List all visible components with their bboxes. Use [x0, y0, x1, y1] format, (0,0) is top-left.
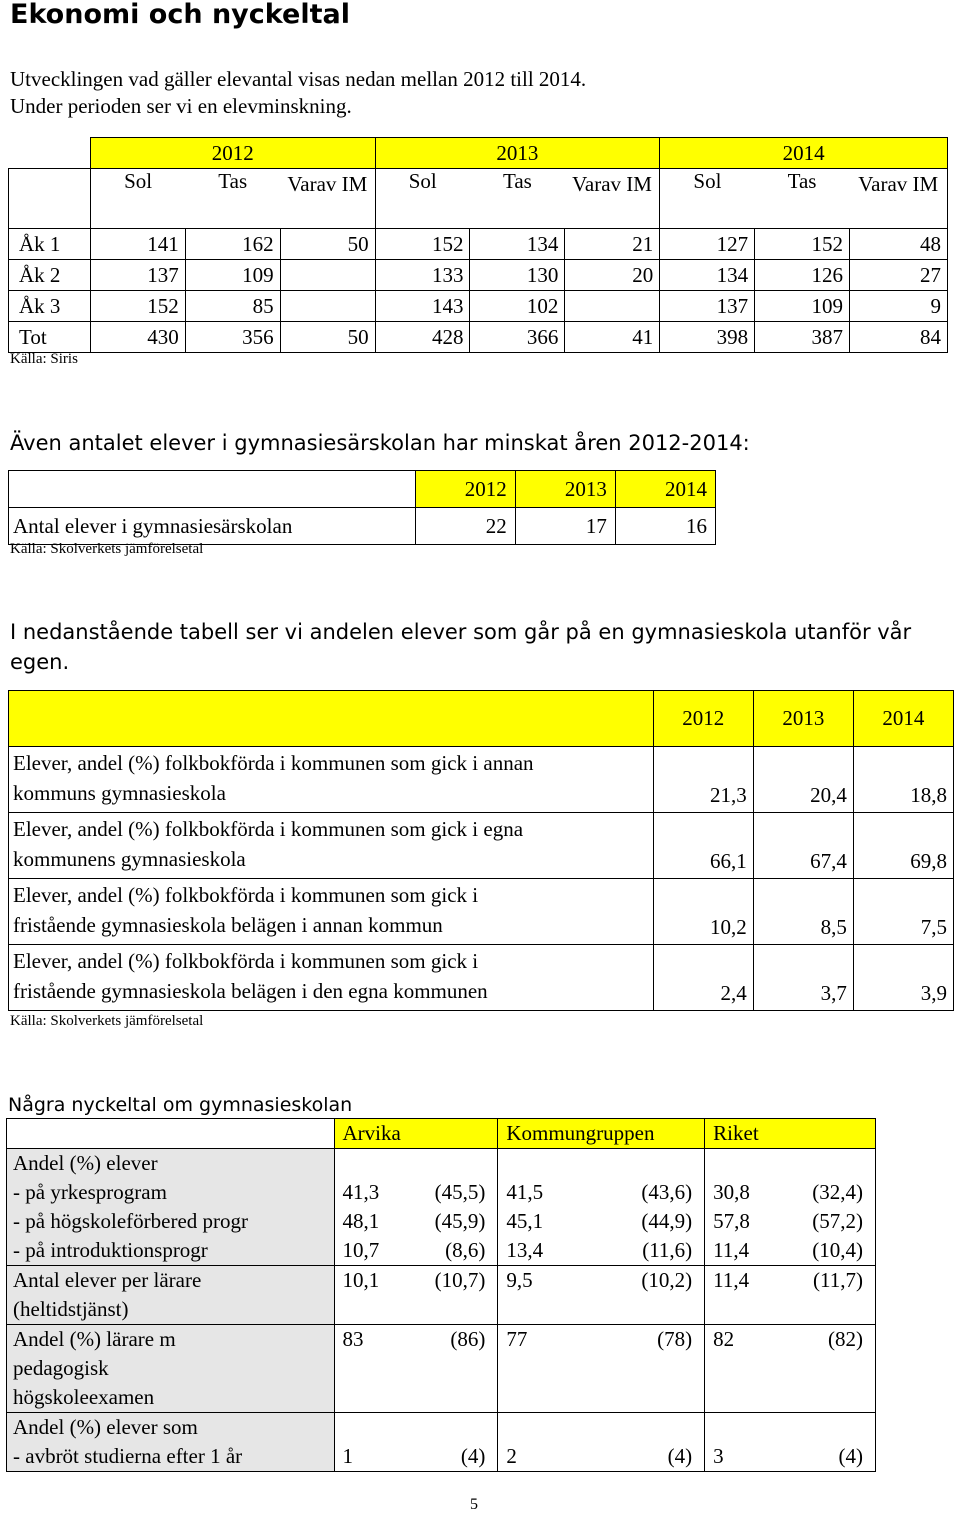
table-cell: 48: [849, 229, 947, 260]
table-cell: 162: [185, 229, 280, 260]
column-header: Varav IM: [849, 169, 947, 229]
table-row: [9, 879, 954, 945]
value-pair: [705, 1178, 875, 1207]
table-cell: 21,3: [653, 747, 753, 813]
table-cell: 387: [755, 322, 850, 353]
table-cell: 84: [849, 322, 947, 353]
row-label-line: Antal elever per lärare: [13, 1268, 202, 1292]
column-header: Varav IM: [280, 169, 375, 229]
table-cell: 20: [565, 260, 660, 291]
value: 82: [713, 1327, 735, 1351]
row-label-line: - på yrkesprogram: [13, 1180, 167, 1204]
table-cell: 85: [185, 291, 280, 322]
column-header: Tas: [502, 169, 532, 193]
comparison-value: (11,6): [642, 1238, 693, 1262]
table-cell: 7,5: [853, 879, 953, 945]
comparison-value: (45,9): [434, 1209, 486, 1233]
table-cell: 126: [755, 260, 850, 291]
intro-line-2: Under perioden ser vi en elevminskning.: [10, 94, 352, 118]
value: 48,1: [342, 1209, 380, 1233]
table-cell: 27: [849, 260, 947, 291]
year-header: 2014: [853, 691, 953, 747]
value-pair: [335, 1236, 498, 1265]
table-cell: 18,8: [853, 747, 953, 813]
table-row: [7, 1266, 876, 1325]
value: 3: [713, 1444, 724, 1468]
value-pair: [498, 1266, 704, 1295]
table-cell: 22: [415, 508, 515, 545]
student-count-table: [8, 137, 948, 353]
table-cell: 41: [565, 322, 660, 353]
table-cell: 17: [515, 508, 615, 545]
comparison-value: (11,7): [813, 1268, 863, 1292]
comparison-value: (8,6): [445, 1238, 486, 1262]
table-row: [7, 1149, 876, 1266]
row-label: Åk 1: [9, 229, 91, 260]
table-cell: 69,8: [853, 813, 953, 879]
value-pair: [335, 1178, 498, 1207]
value-pair: [335, 1266, 498, 1295]
row-label-line: Andel (%) lärare m: [13, 1327, 176, 1351]
table-cell: 143: [375, 291, 470, 322]
table-cell: [280, 260, 375, 291]
row-label-line: Elever, andel (%) folkbokförda i kommunen som gick i: [13, 883, 479, 907]
table-cell: 133: [375, 260, 470, 291]
table-cell: 102: [470, 291, 565, 322]
value: 9,5: [506, 1268, 533, 1292]
row-label-line: - avbröt studierna efter 1 år: [13, 1444, 243, 1468]
table-row: [9, 291, 948, 322]
comparison-value: (57,2): [812, 1209, 863, 1233]
row-label-line: pedagogisk: [13, 1356, 109, 1380]
year-header: 2012: [415, 471, 515, 508]
table-cell: 130: [470, 260, 565, 291]
row-label-line: Andel (%) elever: [13, 1151, 158, 1175]
table-cell: 109: [755, 291, 850, 322]
table-row: [9, 260, 948, 291]
column-header: Kommungruppen: [498, 1119, 705, 1149]
comparison-value: (43,6): [641, 1180, 693, 1204]
table-cell: 127: [660, 229, 755, 260]
outside-school-table: [8, 690, 954, 1011]
value-pair: [498, 1325, 704, 1354]
table-cell: 10,2: [653, 879, 753, 945]
value-pair: [498, 1207, 704, 1236]
row-label-line: Elever, andel (%) folkbokförda i kommunen som gick i annan: [13, 751, 534, 775]
row-label-line: kommunens gymnasieskola: [13, 847, 246, 871]
table-cell: 152: [375, 229, 470, 260]
table-cell: 356: [185, 322, 280, 353]
table-row: [9, 229, 948, 260]
year-header: 2014: [615, 471, 715, 508]
value-pair: [705, 1266, 875, 1295]
comparison-value: (82): [828, 1327, 863, 1351]
value: 30,8: [713, 1180, 750, 1204]
table-cell: 134: [470, 229, 565, 260]
value-pair: [335, 1207, 498, 1236]
table-cell: 2,4: [653, 945, 753, 1011]
table-cell: 428: [375, 322, 470, 353]
table-cell: 16: [615, 508, 715, 545]
table-cell: 66,1: [653, 813, 753, 879]
row-label: Åk 3: [9, 291, 91, 322]
source-note: Källa: Skolverkets jämförelsetal: [10, 1013, 204, 1029]
comparison-value: (4): [460, 1444, 486, 1468]
table-cell: 141: [90, 229, 185, 260]
value: 1: [342, 1444, 353, 1468]
table-cell: 137: [90, 260, 185, 291]
table-cell: 152: [90, 291, 185, 322]
comparison-value: (78): [657, 1327, 693, 1351]
source-note: Källa: Siris: [10, 351, 78, 367]
row-label-line: kommuns gymnasieskola: [13, 781, 226, 805]
column-header: Arvika: [334, 1119, 498, 1149]
row-label-line: Elever, andel (%) folkbokförda i kommunen som gick i egna: [13, 817, 524, 841]
value: 41,3: [342, 1180, 380, 1204]
column-header: Riket: [705, 1119, 876, 1149]
table-cell: 398: [660, 322, 755, 353]
value-pair: [335, 1325, 498, 1354]
value: 13,4: [506, 1238, 544, 1262]
special-school-table: [8, 470, 716, 545]
table-cell: 366: [470, 322, 565, 353]
table-row: [7, 1325, 876, 1413]
year-header: 2014: [660, 138, 948, 169]
row-label-line: fristående gymnasieskola belägen i den egna kommunen: [13, 979, 488, 1003]
value-pair: [498, 1236, 704, 1265]
intro-line-1: Utvecklingen vad gäller elevantal visas nedan mellan 2012 till 2014.: [10, 67, 587, 91]
table-cell: 152: [755, 229, 850, 260]
value-pair: [705, 1236, 875, 1265]
row-label-line: högskoleexamen: [13, 1385, 155, 1409]
value-pair: [335, 1442, 498, 1471]
row-label-line: Andel (%) elever som: [13, 1415, 198, 1439]
page-title: Ekonomi och nyckeltal: [10, 0, 350, 30]
column-header: Sol: [693, 169, 722, 193]
row-label: Antal elever i gymnasiesärskolan: [9, 508, 416, 545]
value-pair: [705, 1325, 875, 1354]
comparison-value: (32,4): [812, 1180, 863, 1204]
table-cell: [565, 291, 660, 322]
table-cell: 67,4: [753, 813, 853, 879]
value: 11,4: [713, 1238, 750, 1262]
comparison-value: (10,7): [434, 1268, 486, 1292]
table-cell: 109: [185, 260, 280, 291]
section-heading: Några nyckeltal om gymnasieskolan: [8, 1094, 353, 1116]
value: 10,1: [342, 1268, 380, 1292]
column-header: Sol: [408, 169, 437, 193]
value: 57,8: [713, 1209, 750, 1233]
section-text: Även antalet elever i gymnasiesärskolan har minskat åren 2012-2014:: [10, 431, 750, 455]
table-cell: 9: [849, 291, 947, 322]
comparison-value: (86): [450, 1327, 486, 1351]
row-label: Tot: [9, 322, 91, 353]
comparison-value: (44,9): [641, 1209, 693, 1233]
row-label-line: - på introduktionsprogr: [13, 1238, 208, 1262]
comparison-value: (10,2): [641, 1268, 693, 1292]
table-cell: [280, 291, 375, 322]
value: 10,7: [342, 1238, 380, 1262]
source-note: Källa: Skolverkets jämförelsetal: [10, 541, 204, 557]
table-row: [9, 322, 948, 353]
value: 41,5: [506, 1180, 544, 1204]
table-cell: 137: [660, 291, 755, 322]
table-cell: 134: [660, 260, 755, 291]
table-row: [7, 1413, 876, 1472]
row-label-line: fristående gymnasieskola belägen i annan kommun: [13, 913, 443, 937]
table-cell: 50: [280, 322, 375, 353]
row-label-line: - på högskoleförbered progr: [13, 1209, 248, 1233]
year-header: 2013: [375, 138, 660, 169]
value-pair: [498, 1178, 704, 1207]
table-cell: 8,5: [753, 879, 853, 945]
column-header: Tas: [218, 169, 248, 193]
row-label: Åk 2: [9, 260, 91, 291]
value: 45,1: [506, 1209, 544, 1233]
table-row: [9, 945, 954, 1011]
value-pair: [705, 1442, 875, 1471]
table-row: [9, 747, 954, 813]
value-pair: [705, 1207, 875, 1236]
table-cell: 21: [565, 229, 660, 260]
year-header: 2012: [653, 691, 753, 747]
value: 2: [506, 1444, 517, 1468]
row-label-line: (heltidstjänst): [13, 1297, 129, 1321]
column-header: Varav IM: [565, 169, 660, 229]
table-row: [9, 813, 954, 879]
comparison-value: (4): [838, 1444, 863, 1468]
year-header: 2013: [515, 471, 615, 508]
column-header: Sol: [90, 169, 185, 229]
page-number: 5: [470, 1496, 478, 1513]
table-cell: 3,9: [853, 945, 953, 1011]
value: 77: [506, 1327, 528, 1351]
table-cell: 20,4: [753, 747, 853, 813]
section-text: I nedanstående tabell ser vi andelen elever som går på en gymnasieskola utanför vår egen.: [10, 620, 912, 674]
row-label-line: Elever, andel (%) folkbokförda i kommunen som gick i: [13, 949, 479, 973]
comparison-value: (4): [667, 1444, 693, 1468]
year-header: 2012: [90, 138, 375, 169]
table-cell: 50: [280, 229, 375, 260]
intro-text: [10, 66, 586, 120]
value-pair: [498, 1442, 704, 1471]
comparison-value: (10,4): [812, 1238, 863, 1262]
year-header: 2013: [753, 691, 853, 747]
table-cell: 3,7: [753, 945, 853, 1011]
column-header: Tas: [787, 169, 817, 193]
table-cell: 430: [90, 322, 185, 353]
comparison-value: (45,5): [434, 1180, 486, 1204]
value: 11,4: [713, 1268, 750, 1292]
value: 83: [342, 1327, 364, 1351]
key-figures-table: [6, 1118, 876, 1472]
